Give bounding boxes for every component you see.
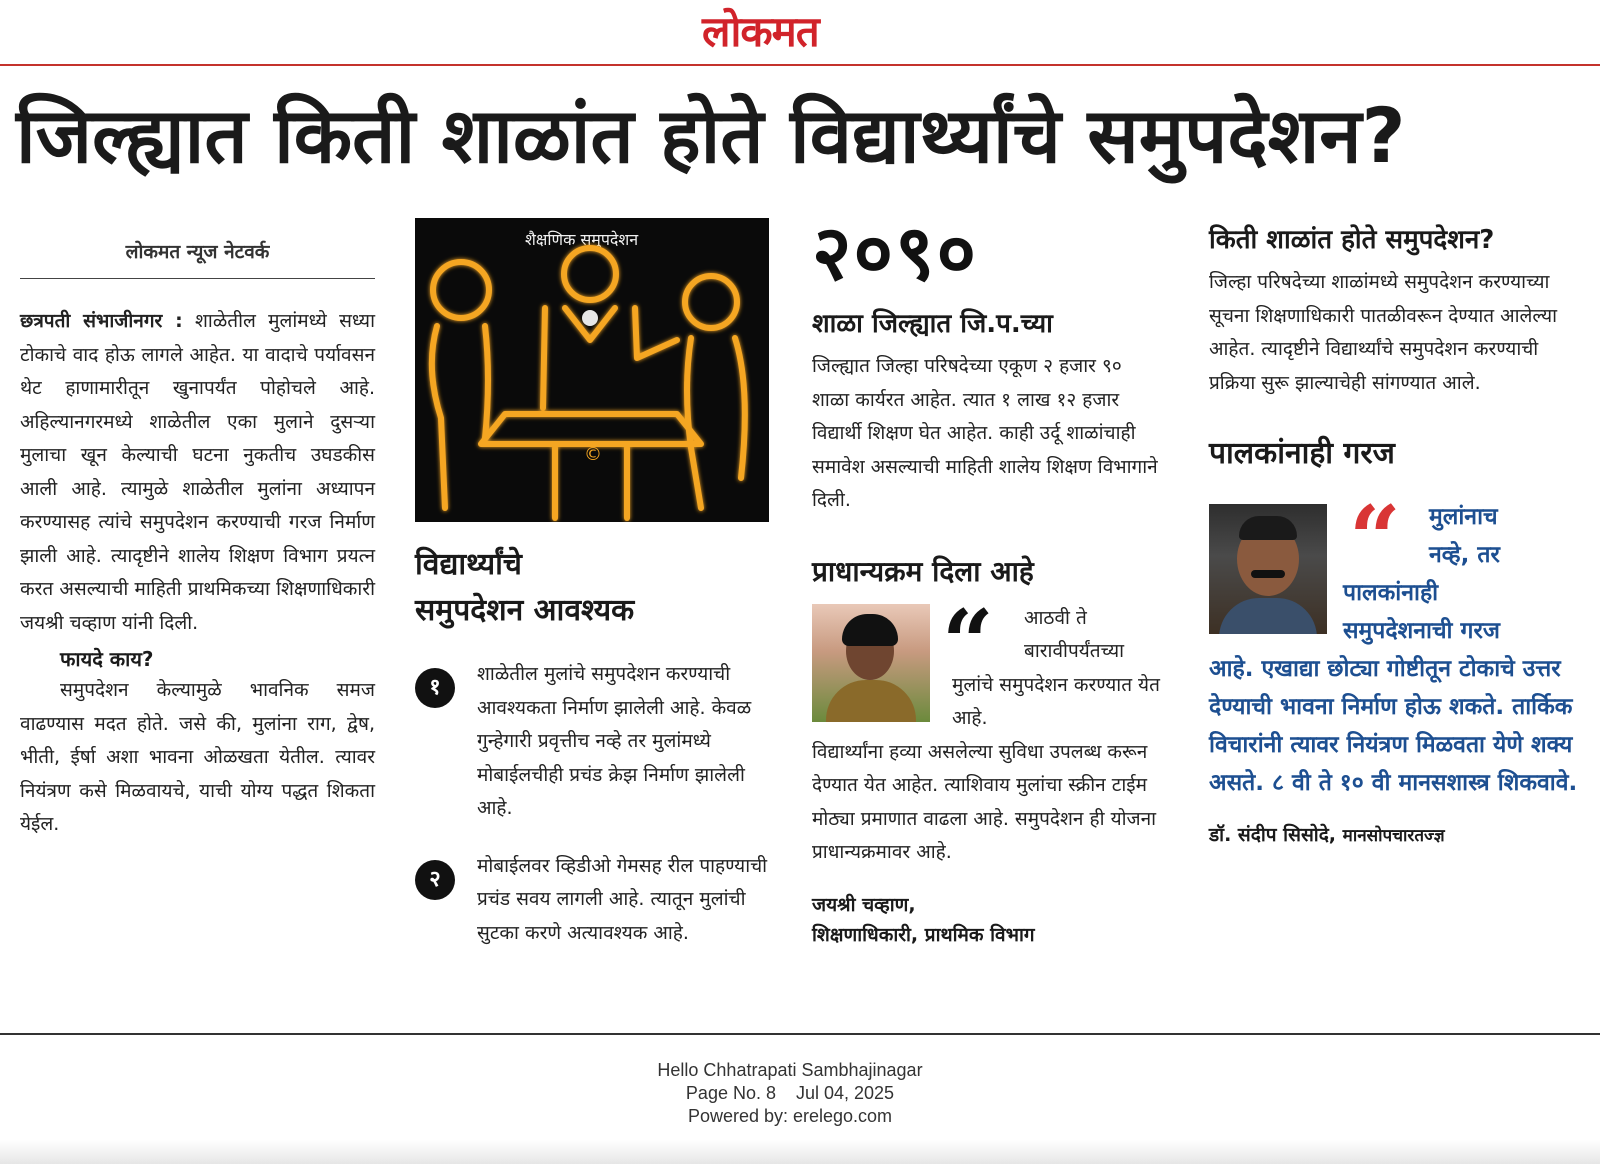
need-heading-line1: विद्यार्थ्यांचे <box>415 547 522 582</box>
quote-body: आहे. एखाद्या छोट्या गोष्टीतून टोकाचे उत्तर देण्याची भावना निर्माण होऊ शकते. तार्किक विचारांनी त्यावर नियंत्रण मिळवता येणे शक्य असते. ८ वी ते १० वी मानसशास्त्र शिकवावे. <box>1209 656 1578 796</box>
psychiatrist-designation: मानसोपचारतज्ज्ञ <box>1342 826 1445 846</box>
need-column <box>415 218 775 950</box>
edition-name: Hello Chhatrapati Sambhajinagar <box>657 1060 923 1080</box>
school-count: २०९० <box>812 208 979 297</box>
counselling-illustration <box>415 218 769 522</box>
footer-text <box>0 1059 1580 1128</box>
powered-by-link[interactable]: Powered by: erelego.com <box>687 1106 893 1126</box>
page-headline: जिल्ह्यात किती शाळांत होते विद्यार्थ्यांचे समुपदेशन? <box>16 91 1406 180</box>
dateline: छत्रपती संभाजीनगर : <box>20 310 183 332</box>
parents-heading: पालकांनाही गरज <box>1209 436 1395 471</box>
byline: लोकमत न्यूज नेटवर्क <box>20 232 375 279</box>
officer-designation: शिक्षणाधिकारी, प्राथमिक विभाग <box>812 923 1035 946</box>
schools-heading: किती शाळांत होते समुपदेशन? <box>1209 225 1495 255</box>
counselling-neon-figures <box>415 218 769 522</box>
quote-line-1: मुलांनाच <box>1429 504 1498 530</box>
main-story-column <box>20 232 375 842</box>
illustration-caption: शैक्षणिक समुपदेशन <box>525 230 639 249</box>
psychiatrist-signature <box>1209 820 1579 851</box>
officer-photo <box>812 604 930 722</box>
officer-signature <box>812 890 1162 950</box>
stat-label: शाळा जिल्ह्यात जि.प.च्या <box>812 309 1053 339</box>
page-info: Page No. 8 Jul 04, 2025 <box>685 1083 895 1103</box>
quote-line-4: समुपदेशनाची गरज <box>1343 618 1500 644</box>
main-story-body <box>20 305 375 640</box>
quote-line-2: नव्हे, तर <box>1429 542 1500 568</box>
benefits-heading: फायदे काय? <box>60 647 154 671</box>
schools-body: जिल्हा परिषदेच्या शाळांमध्ये समुपदेशन करण्याच्या सूचना शिक्षणाधिकारी पातळीवरून देण्यात आलेल्या आहेत. त्यादृष्टीने विद्यार्थ्यांचे समुपदेशन करण्याची प्रक्रिया सुरू झाल्याचेही सांगण्यात आले. <box>1209 271 1558 394</box>
need-heading <box>415 542 775 634</box>
quote-mark-icon: “ <box>942 589 994 696</box>
psychiatrist-photo <box>1209 504 1327 634</box>
quote-rest: मुलांचे समुपदेशन करण्यात येत आहे. <box>952 673 1160 729</box>
number-badge: २ <box>415 860 455 900</box>
quote-start: आठवी ते बारावीपर्यंतच्या <box>1024 606 1125 662</box>
officer-name: जयश्री चव्हाण, <box>812 893 916 916</box>
benefits-body: समुपदेशन केल्यामुळे भावनिक समज वाढण्यास मदत होते. जसे की, मुलांना राग, द्वेष, भीती, ईर्षा अशा भावना ओळखता येतील. त्यावर नियंत्रण कसे मिळवायचे, याची योग्य पद्धत शिकता येईल. <box>20 679 375 835</box>
main-story-text: शाळेतील मुलांमध्ये सध्या टोकाचे वाद होऊ लागले आहेत. या वादाचे पर्यावसन थेट हाणामारीतून खुनापर्यंत पोहोचले आहे. अहिल्यानगरमध्ये शाळेतील एका मुलाने दुसऱ्या मुलाचा खून केल्याची घटना नुकतीच उघडकीस आली आहे. त्यामुळे शाळेतील मुलांना अध्यापन करण्यासह त्यांचे समुपदेशन करण्याची गरज निर्माण झाली आहे. त्यादृष्टीने शालेय शिक्षण विभाग प्रयत्न करत असल्याची माहिती प्राथमिकच्या शिक्षणाधिकारी जयश्री चव्हाण यांनी दिली. <box>20 310 375 634</box>
need-item-1 <box>415 658 775 826</box>
masthead <box>0 0 1600 66</box>
psychiatrist-name: डॉ. संदीप सिसोदे, <box>1209 824 1337 846</box>
quote-mark-icon: “ <box>1349 486 1401 592</box>
priority-quote <box>812 589 1162 870</box>
need-heading-line2: समुपदेशन आवश्यक <box>415 593 635 628</box>
quote-body: विद्यार्थ्यांना हव्या असलेल्या सुविधा उपलब्ध करून देण्यात येत आहेत. त्याशिवाय मुलांचा स्क्रीन टाईम मोठ्या प्रमाणात वाढला आहे. समुपदेशन ही योजना प्राधान्यक्रमावर आहे. <box>812 740 1157 863</box>
quote-line-3: पालकांनाही <box>1343 580 1439 606</box>
need-item-2 <box>415 850 775 951</box>
stat-column <box>812 208 1162 950</box>
parents-column <box>1209 220 1579 851</box>
page-shadow <box>0 1140 1600 1164</box>
number-badge: १ <box>415 668 455 708</box>
priority-heading: प्राधान्यक्रम दिला आहे <box>812 554 1034 588</box>
stat-body: जिल्ह्यात जिल्हा परिषदेच्या एकूण २ हजार ९० शाळा कार्यरत आहेत. त्यात १ लाख १२ हजार विद्यार्थी शिक्षण घेत आहेत. काही उर्दू शाळांचाही समावेश असल्याची माहिती शालेय शिक्षण विभागाने दिली. <box>812 355 1158 511</box>
need-item-text: शाळेतील मुलांचे समुपदेशन करण्याची आवश्यकता निर्माण झालेली आहे. केवळ गुन्हेगारी प्रवृत्तीच नव्हे तर मुलांमध्ये मोबाईलचीही प्रचंड क्रेझ निर्माण झालेली आहे. <box>477 663 752 819</box>
need-item-text: मोबाईलवर व्हिडीओ गेमसह रील पाहण्याची प्रचंड सवय लागली आहे. त्यातून मुलांची सुटका करणे अत्यावश्यक आहे. <box>477 854 768 944</box>
psychiatrist-quote <box>1209 486 1579 802</box>
lokmat-logo: लोकमत <box>702 7 819 56</box>
copyright-mark: © <box>584 444 602 465</box>
